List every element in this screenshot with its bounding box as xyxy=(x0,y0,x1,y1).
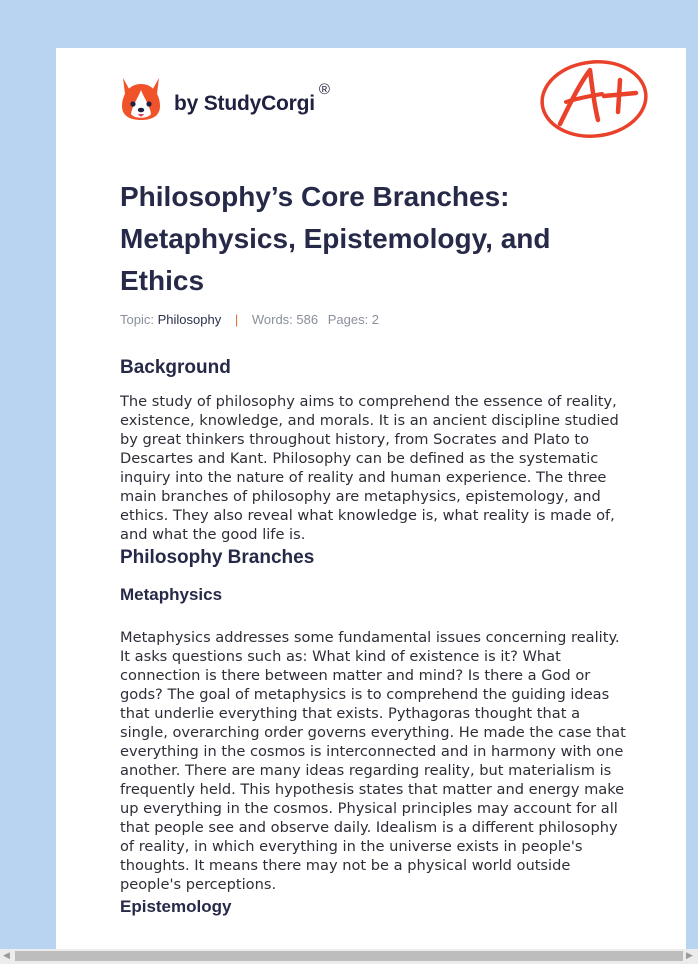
document-page xyxy=(56,48,686,950)
brand-name: by StudyCorgi xyxy=(174,92,315,115)
branches-heading: Philosophy Branches xyxy=(120,547,315,568)
page-count: Pages: 2 xyxy=(327,312,380,327)
metaphysics-heading: Metaphysics xyxy=(120,585,223,604)
epistemology-heading: Epistemology xyxy=(120,897,232,916)
topic-label: Topic: xyxy=(120,312,154,327)
scroll-left-arrow-icon[interactable]: ◀ xyxy=(3,951,10,961)
meta-separator: | xyxy=(234,312,239,327)
word-count: Words: 586 xyxy=(251,312,319,327)
metaphysics-paragraph: Metaphysics addresses some fundamental issues concerning reality. It asks questions such as: What kind of existence is it? What connection is there between matter and mind? Is there a God or gods? The goal of metaphysics is to comprehend the guiding ideas that underlie everything that exists. Pythagoras thought that a single, overarching order governs everything. He made the case that everything in the cosmos is interconnected and in harmony with one another. There are many ideas regarding reality, but materialism is frequently held. This hypothesis states that matter and energy make up everything in the cosmos. Physical principles may account for all that people see and observe daily. Idealism is a different philosophy of reality, in which everything in the universe exists in people's thoughts. It means there may not be a physical world outside people's perceptions. xyxy=(120,629,626,893)
topic-link[interactable]: Philosophy xyxy=(157,312,222,327)
horizontal-scrollbar[interactable] xyxy=(0,949,698,964)
essay-content xyxy=(120,354,628,920)
a-plus-grade-icon xyxy=(538,58,650,140)
background-heading: Background xyxy=(120,357,231,378)
background-paragraph: The study of philosophy aims to comprehend the essence of reality, existence, knowledge, and morals. It is an ancient discipline studied by great thinkers throughout history, from Socrates and Plato to Descartes and Kant. Philosophy can be defined as the systematic inquiry into the nature of reality and human experience. The three main branches of philosophy are metaphysics, epistemology, and ethics. They also reveal what knowledge is, what reality is made of, and what the good life is. xyxy=(120,393,619,543)
page-title: Philosophy’s Core Branches: Metaphysics, Epistemology, and Ethics xyxy=(120,181,551,296)
registered-mark: ® xyxy=(318,80,330,98)
scroll-thumb[interactable] xyxy=(15,951,683,961)
corgi-logo-icon xyxy=(120,76,162,122)
document-meta xyxy=(120,312,379,327)
scroll-right-arrow-icon[interactable]: ▶ xyxy=(686,951,693,961)
brand-logo[interactable] xyxy=(120,76,330,122)
